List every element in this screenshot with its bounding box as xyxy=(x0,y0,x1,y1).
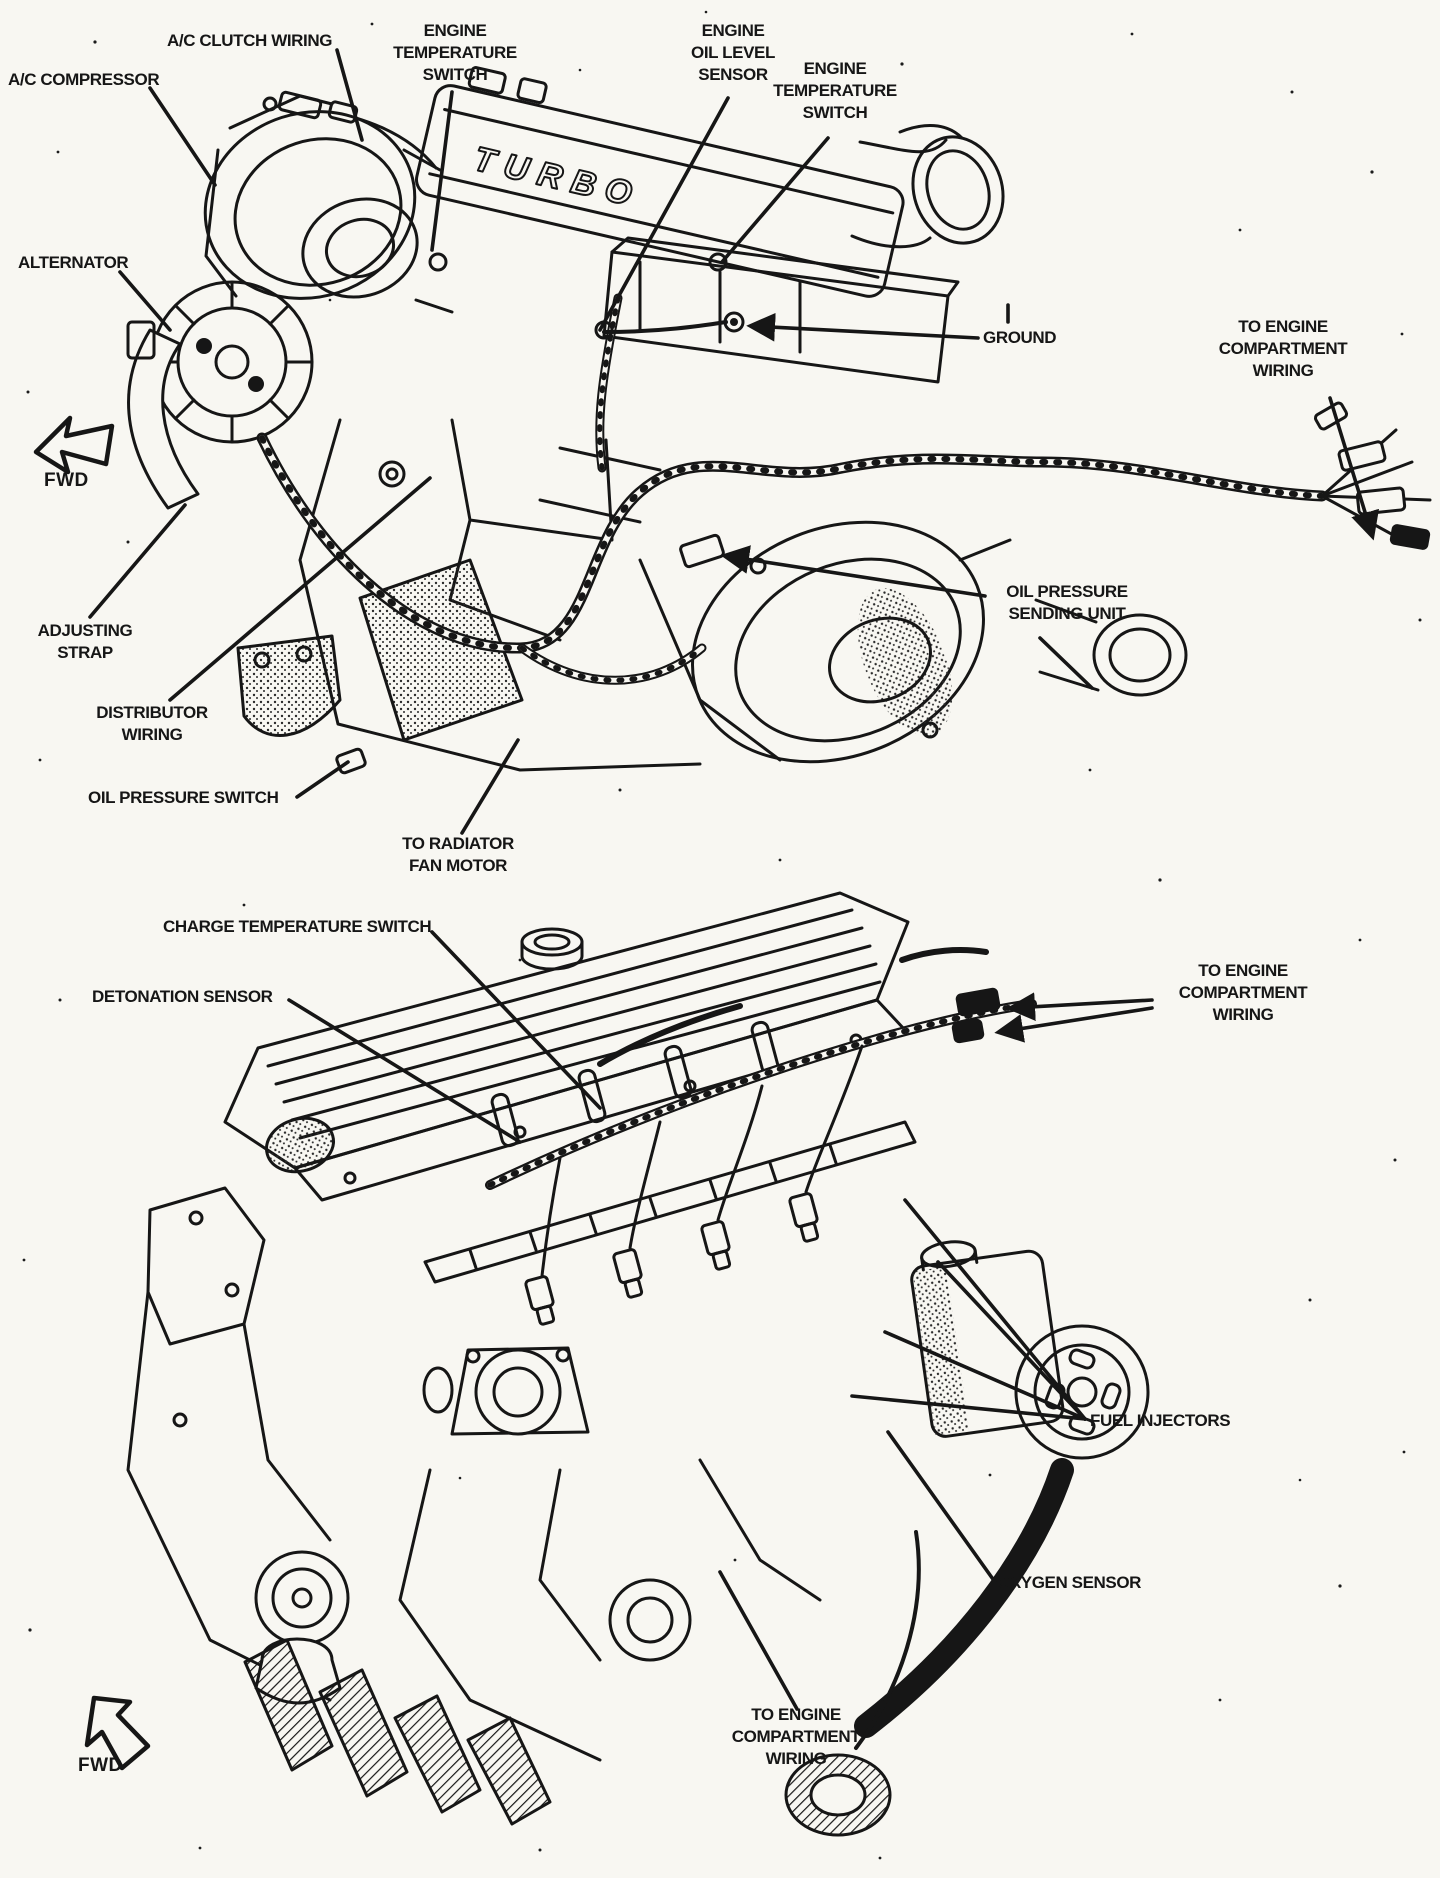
bell-housing-art xyxy=(656,480,1020,804)
fuel-injector xyxy=(789,1193,822,1243)
ac-compressor-art xyxy=(181,85,452,326)
top-engine-art xyxy=(128,60,1430,804)
leader-tecw-right-2 xyxy=(1000,1008,1152,1032)
leader-to-engine-compartment-wiring-bottom xyxy=(720,1572,797,1709)
alternator-art xyxy=(152,282,312,442)
leader-to-radiator-fan-motor xyxy=(462,740,518,833)
leader-adjusting-strap xyxy=(90,505,185,617)
label-oxygen-sensor: OXYGEN SENSOR xyxy=(997,1573,1142,1592)
leader-oxygen-sensor xyxy=(888,1432,995,1582)
label-ac-clutch-wiring: A/C CLUTCH WIRING xyxy=(167,31,333,50)
label-ac-compressor: A/C COMPRESSOR xyxy=(8,70,160,89)
exhaust-manifold-art xyxy=(245,1640,550,1824)
label-to-engine-compartment-wiring-top: TO ENGINE COMPARTMENT WIRING xyxy=(1218,317,1348,380)
label-engine-temperature-switch-left: ENGINE TEMPERATURE SWITCH xyxy=(393,21,517,84)
heater-hose-art xyxy=(786,1470,1062,1835)
label-engine-temperature-switch-right: ENGINE TEMPERATURE SWITCH xyxy=(773,59,897,122)
leader-oil-pressure-sending-unit xyxy=(726,556,985,596)
thermostat-housing-art xyxy=(424,1348,588,1434)
bottom-engine-art xyxy=(128,893,1148,1835)
label-adjusting-strap: ADJUSTING STRAP xyxy=(37,621,133,662)
label-to-radiator-fan-motor: TO RADIATOR FAN MOTOR xyxy=(402,834,514,875)
fuel-injector xyxy=(701,1221,734,1271)
label-ground: GROUND xyxy=(983,328,1057,347)
coolant-bottle-art xyxy=(907,1230,1064,1439)
label-oil-pressure-switch: OIL PRESSURE SWITCH xyxy=(88,788,279,807)
fuel-rail-art xyxy=(425,1122,915,1326)
label-oil-pressure-sending-unit: OIL PRESSURE SENDING UNIT xyxy=(1006,582,1128,623)
fuel-injector xyxy=(525,1276,558,1326)
distributor-art xyxy=(238,636,340,736)
label-to-engine-compartment-wiring-right: TO ENGINE COMPARTMENT WIRING xyxy=(1178,961,1308,1024)
pulley-art xyxy=(1016,1326,1148,1458)
turbo-badge: TURBO xyxy=(470,139,646,216)
front-cover-art xyxy=(128,1188,820,1760)
leader-ac-clutch-wiring xyxy=(337,50,362,140)
label-fuel-injectors: FUEL INJECTORS xyxy=(1090,1411,1231,1430)
label-fwd-top: FWD xyxy=(44,470,89,491)
label-engine-oil-level-sensor: ENGINE OIL LEVEL SENSOR xyxy=(691,21,775,84)
leader-ac-compressor xyxy=(150,88,215,185)
label-charge-temperature-switch: CHARGE TEMPERATURE SWITCH xyxy=(163,917,432,936)
fuel-injector xyxy=(613,1249,646,1299)
label-to-engine-compartment-wiring-bottom: TO ENGINE COMPARTMENT WIRING xyxy=(731,1705,861,1768)
leader-oil-pressure-switch xyxy=(297,762,348,797)
fwd-arrow-top xyxy=(36,418,112,472)
label-fwd-bottom: FWD xyxy=(78,1755,123,1776)
label-alternator: ALTERNATOR xyxy=(18,253,129,272)
adjusting-strap-art xyxy=(128,322,198,508)
label-detonation-sensor: DETONATION SENSOR xyxy=(92,987,273,1006)
label-distributor-wiring: DISTRIBUTOR WIRING xyxy=(96,703,208,744)
